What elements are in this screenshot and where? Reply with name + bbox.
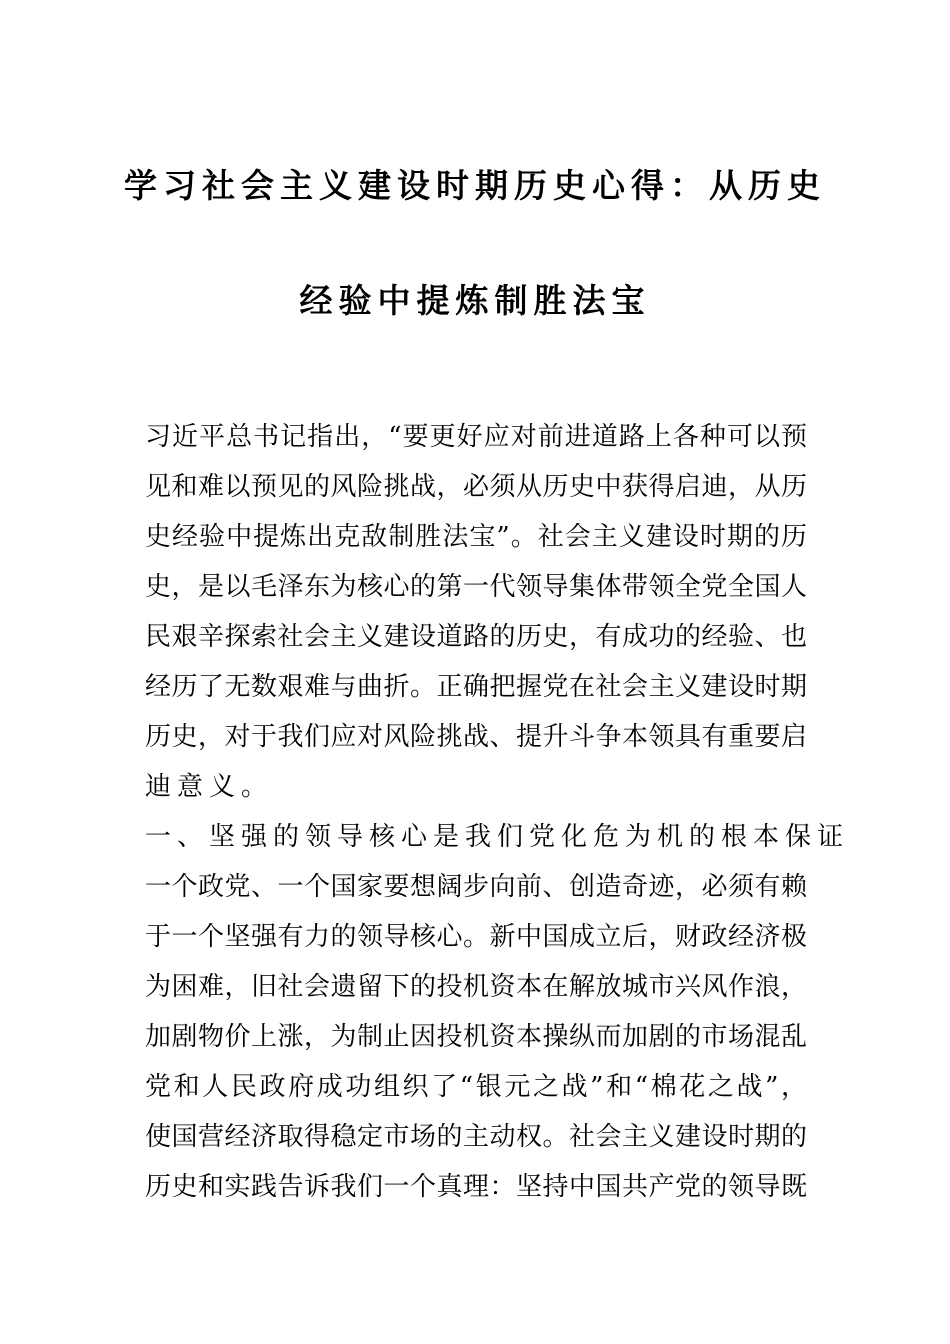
document-title-line-2: 经验中提炼制胜法宝: [299, 281, 651, 320]
paragraph-line: 经历了无数艰难与曲折。正确把握党在社会主义建设时期: [145, 672, 807, 702]
section-heading: 一、坚强的领导核心是我们党化危为机的根本保证: [145, 822, 850, 852]
paragraph-line: 迪意义。: [145, 772, 274, 802]
document-body: [145, 412, 850, 1212]
paragraph-line: 史经验中提炼出克敌制胜法宝”。社会主义建设时期的历: [145, 522, 807, 552]
paragraph-line: 见和难以预见的风险挑战，必须从历史中获得启迪，从历: [145, 472, 807, 502]
paragraph-line: 党和人民政府成功组织了“银元之战”和“棉花之战”，: [145, 1072, 807, 1102]
paragraph-line: 历史，对于我们应对风险挑战、提升斗争本领具有重要启: [145, 722, 807, 752]
paragraph-line: 加剧物价上涨，为制止因投机资本操纵而加剧的市场混乱: [145, 1022, 807, 1052]
paragraph-line: 使国营经济取得稳定市场的主动权。社会主义建设时期的: [145, 1122, 807, 1152]
paragraph-line: 为困难，旧社会遗留下的投机资本在解放城市兴风作浪，: [145, 972, 807, 1002]
paragraph-line: 于一个坚强有力的领导核心。新中国成立后，财政经济极: [145, 922, 807, 952]
paragraph-line: 历史和实践告诉我们一个真理：坚持中国共产党的领导既: [145, 1172, 807, 1202]
paragraph-line: 史，是以毛泽东为核心的第一代领导集体带领全党全国人: [145, 572, 807, 602]
paragraph-line: 一个政党、一个国家要想阔步向前、创造奇迹，必须有赖: [145, 872, 807, 902]
paragraph-line: 民艰辛探索社会主义建设道路的历史，有成功的经验、也: [145, 622, 807, 652]
document-title-line-1: 学习社会主义建设时期历史心得：从历史: [124, 166, 826, 205]
paragraph-line: 习近平总书记指出，“要更好应对前进道路上各种可以预: [145, 422, 807, 452]
